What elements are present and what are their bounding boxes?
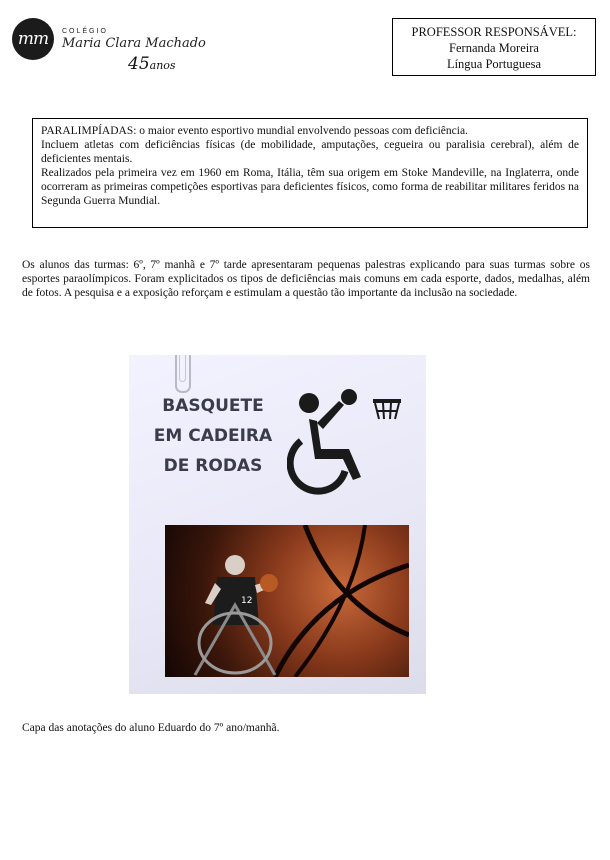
- info-line-history: Realizados pela primeira vez em 1960 em Roma, Itália, têm sua origem em Stoke Mandeville, na Inglaterra, onde ocorreram as primeiras competições esportivas para deficientes físicos, como forma de reabilitar militares feridos na Segunda Guerra Mundial.: [41, 167, 579, 207]
- teacher-box: [392, 18, 596, 76]
- wheelchair-basketball-icon: [287, 379, 407, 499]
- logo-anniversary: [128, 54, 176, 74]
- info-box: [32, 118, 588, 228]
- poster-image: [165, 525, 409, 677]
- teacher-name: Fernanda Moreira: [449, 41, 539, 55]
- logo-school-name: Maria Clara Machado: [62, 36, 206, 51]
- photo-caption: Capa das anotações do aluno Eduardo do 7º ano/manhã.: [22, 722, 280, 734]
- wheelchair-athlete: [195, 555, 278, 675]
- sign-title: BASQUETE EM CADEIRA DE RODAS: [153, 396, 273, 476]
- logo-monogram: mm: [12, 18, 54, 60]
- player-jersey-number: 12: [241, 596, 253, 606]
- teacher-subject: Língua Portuguesa: [446, 57, 542, 71]
- info-line-athletes: Incluem atletas com deficiências físicas (de mobilidade, amputações, cegueira ou paralisia cerebral), além de deficientes mentais.: [41, 139, 579, 165]
- paper-clip-inner: [179, 355, 186, 382]
- basketball-background: [165, 525, 409, 677]
- anniversary-number: 45: [128, 54, 150, 74]
- teacher-heading: PROFESSOR RESPONSÁVEL:: [411, 25, 577, 39]
- anniversary-word: anos: [149, 59, 176, 72]
- notebook-cover-photo: [129, 355, 426, 694]
- info-line-definition: PARALIMPÍADAS: o maior evento esportivo mundial envolvendo pessoas com deficiência.: [41, 125, 468, 137]
- school-logo: [12, 14, 206, 76]
- logo-school-label: COLÉGIO: [62, 28, 108, 35]
- body-paragraph: Os alunos das turmas: 6º, 7º manhã e 7º tarde apresentaram pequenas palestras explicando para suas turmas sobre os esportes paraolímpicos. Foram explicitados os tipos de deficiências mais comuns em cada esporte, dados, medalhas, além de fotos. A pesquisa e a exposição reforçam e estimulam a questão tão importante da inclusão na sociedade.: [22, 259, 590, 299]
